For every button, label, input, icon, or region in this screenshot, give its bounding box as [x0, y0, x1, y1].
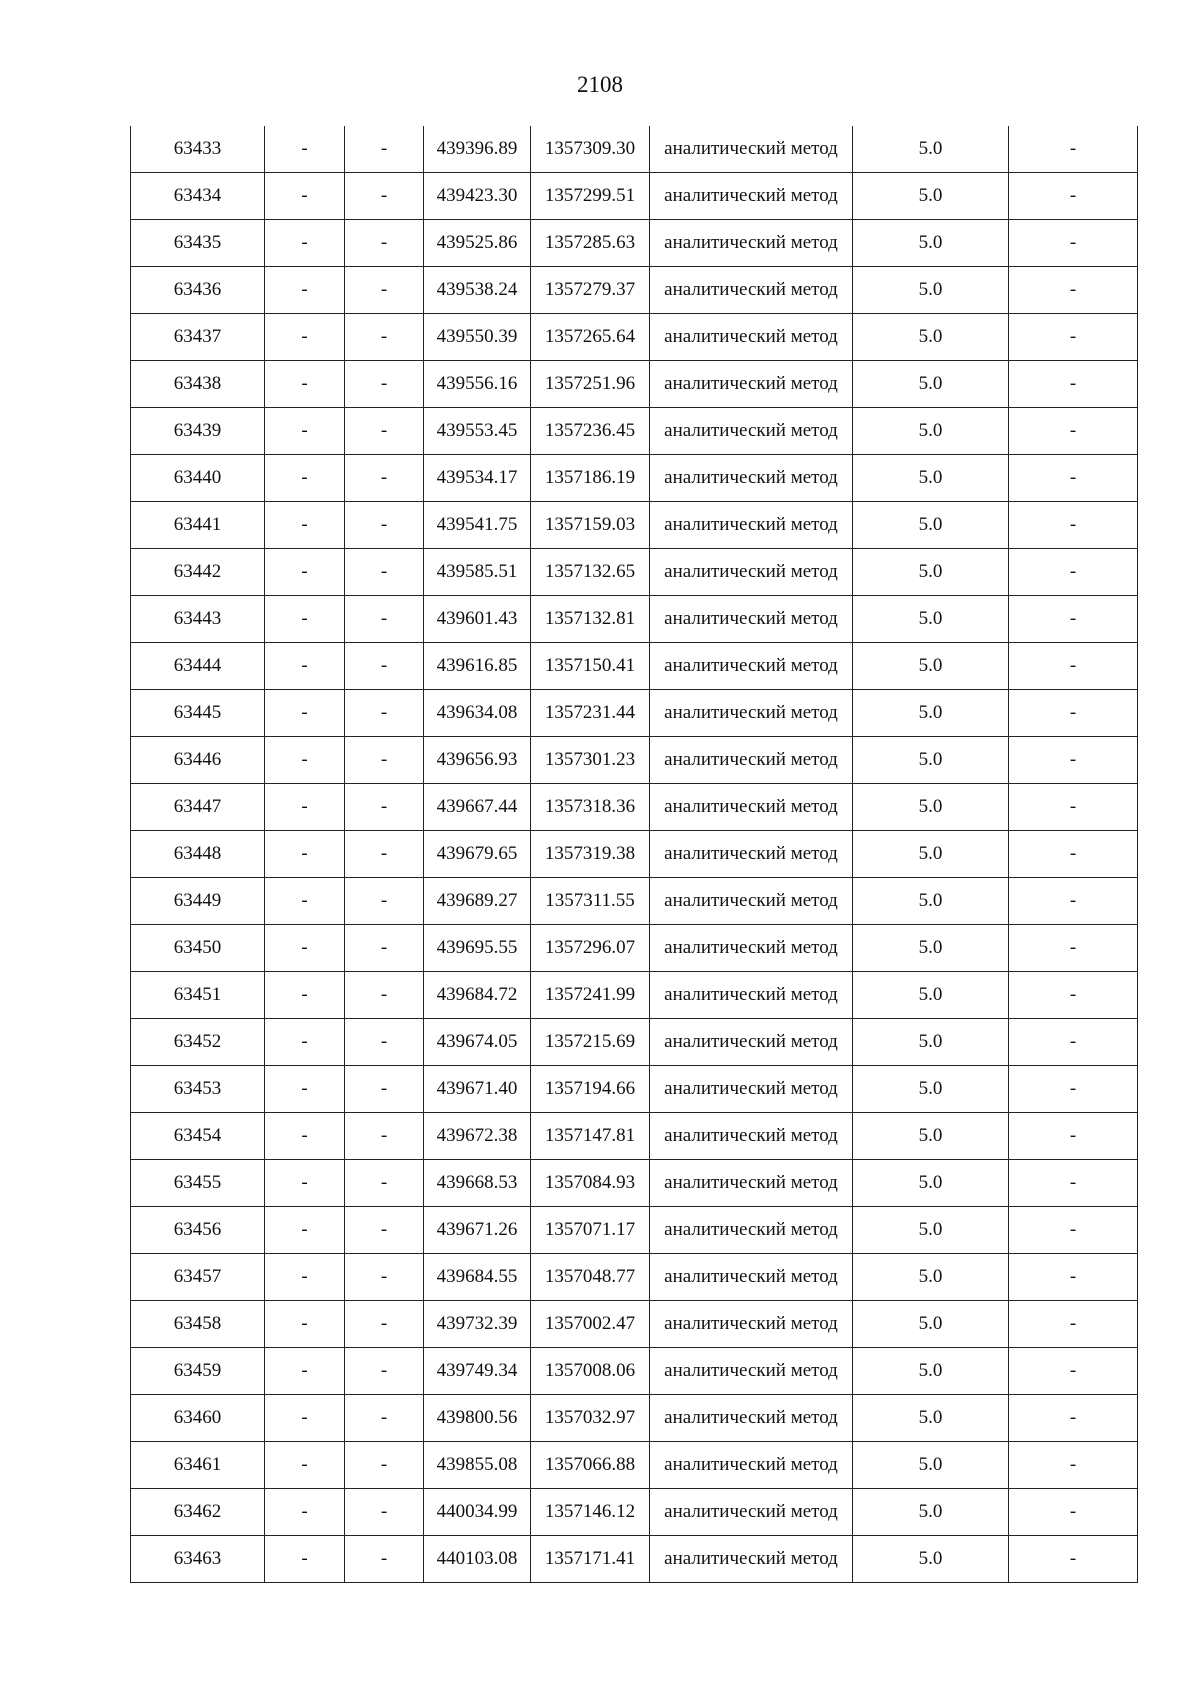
- empty-dash-cell: -: [1009, 878, 1138, 925]
- empty-dash-cell: -: [1009, 643, 1138, 690]
- empty-dash-cell: -: [1009, 408, 1138, 455]
- empty-dash-cell: -: [1009, 1489, 1138, 1536]
- x-coordinate-cell: 439667.44: [424, 784, 531, 831]
- empty-dash-cell: -: [345, 1348, 424, 1395]
- x-coordinate-cell: 439423.30: [424, 173, 531, 220]
- accuracy-cell: 5.0: [853, 1160, 1009, 1207]
- y-coordinate-cell: 1357301.23: [531, 737, 650, 784]
- empty-dash-cell: -: [1009, 173, 1138, 220]
- accuracy-cell: 5.0: [853, 502, 1009, 549]
- y-coordinate-cell: 1357265.64: [531, 314, 650, 361]
- y-coordinate-cell: 1357251.96: [531, 361, 650, 408]
- x-coordinate-cell: 440103.08: [424, 1536, 531, 1583]
- table-row: [131, 1254, 1138, 1301]
- x-coordinate-cell: 439541.75: [424, 502, 531, 549]
- point-number-cell: 63452: [131, 1019, 265, 1066]
- table-row: [131, 1536, 1138, 1583]
- method-cell: аналитический метод: [650, 972, 853, 1019]
- empty-dash-cell: -: [265, 1113, 345, 1160]
- x-coordinate-cell: 439634.08: [424, 690, 531, 737]
- accuracy-cell: 5.0: [853, 1066, 1009, 1113]
- accuracy-cell: 5.0: [853, 126, 1009, 173]
- empty-dash-cell: -: [1009, 314, 1138, 361]
- y-coordinate-cell: 1357159.03: [531, 502, 650, 549]
- table-row: [131, 972, 1138, 1019]
- x-coordinate-cell: 439616.85: [424, 643, 531, 690]
- table-row: [131, 1395, 1138, 1442]
- point-number-cell: 63454: [131, 1113, 265, 1160]
- x-coordinate-cell: 439556.16: [424, 361, 531, 408]
- empty-dash-cell: -: [265, 1207, 345, 1254]
- empty-dash-cell: -: [1009, 1254, 1138, 1301]
- empty-dash-cell: -: [345, 1066, 424, 1113]
- y-coordinate-cell: 1357002.47: [531, 1301, 650, 1348]
- x-coordinate-cell: 439550.39: [424, 314, 531, 361]
- x-coordinate-cell: 439525.86: [424, 220, 531, 267]
- accuracy-cell: 5.0: [853, 314, 1009, 361]
- table-row: [131, 1160, 1138, 1207]
- empty-dash-cell: -: [265, 1395, 345, 1442]
- empty-dash-cell: -: [345, 455, 424, 502]
- y-coordinate-cell: 1357194.66: [531, 1066, 650, 1113]
- method-cell: аналитический метод: [650, 1489, 853, 1536]
- y-coordinate-cell: 1357008.06: [531, 1348, 650, 1395]
- accuracy-cell: 5.0: [853, 549, 1009, 596]
- x-coordinate-cell: 439684.72: [424, 972, 531, 1019]
- empty-dash-cell: -: [265, 1066, 345, 1113]
- y-coordinate-cell: 1357311.55: [531, 878, 650, 925]
- empty-dash-cell: -: [345, 126, 424, 173]
- x-coordinate-cell: 439668.53: [424, 1160, 531, 1207]
- table-row: [131, 831, 1138, 878]
- accuracy-cell: 5.0: [853, 361, 1009, 408]
- table-row: [131, 1019, 1138, 1066]
- x-coordinate-cell: 439671.40: [424, 1066, 531, 1113]
- empty-dash-cell: -: [1009, 1066, 1138, 1113]
- table-row: [131, 408, 1138, 455]
- empty-dash-cell: -: [1009, 972, 1138, 1019]
- table-row: [131, 1489, 1138, 1536]
- empty-dash-cell: -: [1009, 1348, 1138, 1395]
- method-cell: аналитический метод: [650, 737, 853, 784]
- table-row: [131, 596, 1138, 643]
- empty-dash-cell: -: [265, 502, 345, 549]
- point-number-cell: 63462: [131, 1489, 265, 1536]
- empty-dash-cell: -: [345, 737, 424, 784]
- method-cell: аналитический метод: [650, 1395, 853, 1442]
- accuracy-cell: 5.0: [853, 1207, 1009, 1254]
- accuracy-cell: 5.0: [853, 737, 1009, 784]
- empty-dash-cell: -: [345, 831, 424, 878]
- point-number-cell: 63439: [131, 408, 265, 455]
- method-cell: аналитический метод: [650, 314, 853, 361]
- empty-dash-cell: -: [1009, 737, 1138, 784]
- empty-dash-cell: -: [345, 878, 424, 925]
- empty-dash-cell: -: [265, 1442, 345, 1489]
- method-cell: аналитический метод: [650, 267, 853, 314]
- method-cell: аналитический метод: [650, 831, 853, 878]
- x-coordinate-cell: 439396.89: [424, 126, 531, 173]
- empty-dash-cell: -: [1009, 690, 1138, 737]
- method-cell: аналитический метод: [650, 596, 853, 643]
- empty-dash-cell: -: [345, 1536, 424, 1583]
- empty-dash-cell: -: [1009, 455, 1138, 502]
- empty-dash-cell: -: [345, 1160, 424, 1207]
- x-coordinate-cell: 439534.17: [424, 455, 531, 502]
- accuracy-cell: 5.0: [853, 1019, 1009, 1066]
- method-cell: аналитический метод: [650, 361, 853, 408]
- x-coordinate-cell: 440034.99: [424, 1489, 531, 1536]
- point-number-cell: 63455: [131, 1160, 265, 1207]
- accuracy-cell: 5.0: [853, 925, 1009, 972]
- method-cell: аналитический метод: [650, 502, 853, 549]
- empty-dash-cell: -: [1009, 1160, 1138, 1207]
- accuracy-cell: 5.0: [853, 1348, 1009, 1395]
- empty-dash-cell: -: [265, 361, 345, 408]
- empty-dash-cell: -: [265, 1536, 345, 1583]
- x-coordinate-cell: 439553.45: [424, 408, 531, 455]
- y-coordinate-cell: 1357318.36: [531, 784, 650, 831]
- accuracy-cell: 5.0: [853, 455, 1009, 502]
- method-cell: аналитический метод: [650, 1113, 853, 1160]
- y-coordinate-cell: 1357319.38: [531, 831, 650, 878]
- point-number-cell: 63441: [131, 502, 265, 549]
- method-cell: аналитический метод: [650, 1536, 853, 1583]
- method-cell: аналитический метод: [650, 784, 853, 831]
- point-number-cell: 63435: [131, 220, 265, 267]
- empty-dash-cell: -: [265, 1019, 345, 1066]
- accuracy-cell: 5.0: [853, 1536, 1009, 1583]
- x-coordinate-cell: 439855.08: [424, 1442, 531, 1489]
- table-row: [131, 455, 1138, 502]
- x-coordinate-cell: 439674.05: [424, 1019, 531, 1066]
- empty-dash-cell: -: [345, 690, 424, 737]
- point-number-cell: 63460: [131, 1395, 265, 1442]
- y-coordinate-cell: 1357066.88: [531, 1442, 650, 1489]
- accuracy-cell: 5.0: [853, 596, 1009, 643]
- x-coordinate-cell: 439695.55: [424, 925, 531, 972]
- method-cell: аналитический метод: [650, 1160, 853, 1207]
- y-coordinate-cell: 1357132.65: [531, 549, 650, 596]
- empty-dash-cell: -: [345, 1254, 424, 1301]
- accuracy-cell: 5.0: [853, 784, 1009, 831]
- method-cell: аналитический метод: [650, 643, 853, 690]
- point-number-cell: 63434: [131, 173, 265, 220]
- point-number-cell: 63437: [131, 314, 265, 361]
- table-row: [131, 1301, 1138, 1348]
- empty-dash-cell: -: [265, 690, 345, 737]
- point-number-cell: 63447: [131, 784, 265, 831]
- empty-dash-cell: -: [345, 267, 424, 314]
- accuracy-cell: 5.0: [853, 408, 1009, 455]
- empty-dash-cell: -: [265, 267, 345, 314]
- empty-dash-cell: -: [345, 173, 424, 220]
- empty-dash-cell: -: [345, 643, 424, 690]
- x-coordinate-cell: 439800.56: [424, 1395, 531, 1442]
- accuracy-cell: 5.0: [853, 831, 1009, 878]
- empty-dash-cell: -: [345, 549, 424, 596]
- method-cell: аналитический метод: [650, 1207, 853, 1254]
- method-cell: аналитический метод: [650, 925, 853, 972]
- x-coordinate-cell: 439601.43: [424, 596, 531, 643]
- empty-dash-cell: -: [345, 502, 424, 549]
- empty-dash-cell: -: [1009, 502, 1138, 549]
- point-number-cell: 63451: [131, 972, 265, 1019]
- empty-dash-cell: -: [265, 737, 345, 784]
- table-row: [131, 549, 1138, 596]
- accuracy-cell: 5.0: [853, 1113, 1009, 1160]
- empty-dash-cell: -: [1009, 126, 1138, 173]
- empty-dash-cell: -: [265, 173, 345, 220]
- method-cell: аналитический метод: [650, 1254, 853, 1301]
- empty-dash-cell: -: [265, 1160, 345, 1207]
- point-number-cell: 63442: [131, 549, 265, 596]
- accuracy-cell: 5.0: [853, 1489, 1009, 1536]
- empty-dash-cell: -: [1009, 267, 1138, 314]
- coordinates-table: [130, 126, 1138, 1583]
- empty-dash-cell: -: [265, 1301, 345, 1348]
- empty-dash-cell: -: [1009, 596, 1138, 643]
- y-coordinate-cell: 1357150.41: [531, 643, 650, 690]
- method-cell: аналитический метод: [650, 549, 853, 596]
- y-coordinate-cell: 1357146.12: [531, 1489, 650, 1536]
- empty-dash-cell: -: [345, 361, 424, 408]
- empty-dash-cell: -: [265, 126, 345, 173]
- point-number-cell: 63450: [131, 925, 265, 972]
- y-coordinate-cell: 1357171.41: [531, 1536, 650, 1583]
- empty-dash-cell: -: [345, 596, 424, 643]
- point-number-cell: 63453: [131, 1066, 265, 1113]
- accuracy-cell: 5.0: [853, 1301, 1009, 1348]
- y-coordinate-cell: 1357215.69: [531, 1019, 650, 1066]
- accuracy-cell: 5.0: [853, 643, 1009, 690]
- y-coordinate-cell: 1357048.77: [531, 1254, 650, 1301]
- table-row: [131, 925, 1138, 972]
- method-cell: аналитический метод: [650, 1066, 853, 1113]
- accuracy-cell: 5.0: [853, 267, 1009, 314]
- empty-dash-cell: -: [265, 831, 345, 878]
- empty-dash-cell: -: [1009, 220, 1138, 267]
- empty-dash-cell: -: [1009, 1019, 1138, 1066]
- point-number-cell: 63433: [131, 126, 265, 173]
- x-coordinate-cell: 439689.27: [424, 878, 531, 925]
- x-coordinate-cell: 439672.38: [424, 1113, 531, 1160]
- empty-dash-cell: -: [265, 925, 345, 972]
- table-row: [131, 267, 1138, 314]
- empty-dash-cell: -: [1009, 1207, 1138, 1254]
- y-coordinate-cell: 1357299.51: [531, 173, 650, 220]
- empty-dash-cell: -: [265, 878, 345, 925]
- method-cell: аналитический метод: [650, 173, 853, 220]
- empty-dash-cell: -: [345, 784, 424, 831]
- table-row: [131, 784, 1138, 831]
- method-cell: аналитический метод: [650, 220, 853, 267]
- empty-dash-cell: -: [265, 314, 345, 361]
- point-number-cell: 63445: [131, 690, 265, 737]
- empty-dash-cell: -: [345, 1207, 424, 1254]
- empty-dash-cell: -: [265, 1348, 345, 1395]
- method-cell: аналитический метод: [650, 1442, 853, 1489]
- empty-dash-cell: -: [1009, 361, 1138, 408]
- table-row: [131, 220, 1138, 267]
- point-number-cell: 63436: [131, 267, 265, 314]
- accuracy-cell: 5.0: [853, 1395, 1009, 1442]
- empty-dash-cell: -: [1009, 831, 1138, 878]
- table-row: [131, 502, 1138, 549]
- table-row: [131, 690, 1138, 737]
- point-number-cell: 63461: [131, 1442, 265, 1489]
- point-number-cell: 63459: [131, 1348, 265, 1395]
- y-coordinate-cell: 1357279.37: [531, 267, 650, 314]
- empty-dash-cell: -: [265, 1489, 345, 1536]
- empty-dash-cell: -: [265, 1254, 345, 1301]
- accuracy-cell: 5.0: [853, 690, 1009, 737]
- table-row: [131, 1207, 1138, 1254]
- empty-dash-cell: -: [1009, 925, 1138, 972]
- empty-dash-cell: -: [1009, 1113, 1138, 1160]
- x-coordinate-cell: 439749.34: [424, 1348, 531, 1395]
- accuracy-cell: 5.0: [853, 972, 1009, 1019]
- point-number-cell: 63449: [131, 878, 265, 925]
- y-coordinate-cell: 1357032.97: [531, 1395, 650, 1442]
- table-row: [131, 1442, 1138, 1489]
- table-row: [131, 361, 1138, 408]
- point-number-cell: 63444: [131, 643, 265, 690]
- y-coordinate-cell: 1357241.99: [531, 972, 650, 1019]
- point-number-cell: 63457: [131, 1254, 265, 1301]
- empty-dash-cell: -: [345, 925, 424, 972]
- table-row: [131, 314, 1138, 361]
- empty-dash-cell: -: [265, 408, 345, 455]
- table-body: [131, 126, 1138, 1583]
- table-row: [131, 1113, 1138, 1160]
- method-cell: аналитический метод: [650, 1019, 853, 1066]
- table-row: [131, 173, 1138, 220]
- accuracy-cell: 5.0: [853, 1442, 1009, 1489]
- table-row: [131, 1066, 1138, 1113]
- table-row: [131, 737, 1138, 784]
- empty-dash-cell: -: [265, 455, 345, 502]
- accuracy-cell: 5.0: [853, 220, 1009, 267]
- empty-dash-cell: -: [345, 1395, 424, 1442]
- empty-dash-cell: -: [345, 408, 424, 455]
- y-coordinate-cell: 1357296.07: [531, 925, 650, 972]
- point-number-cell: 63440: [131, 455, 265, 502]
- empty-dash-cell: -: [265, 972, 345, 1019]
- accuracy-cell: 5.0: [853, 173, 1009, 220]
- empty-dash-cell: -: [1009, 1536, 1138, 1583]
- empty-dash-cell: -: [345, 314, 424, 361]
- point-number-cell: 63463: [131, 1536, 265, 1583]
- empty-dash-cell: -: [1009, 1442, 1138, 1489]
- empty-dash-cell: -: [345, 1113, 424, 1160]
- y-coordinate-cell: 1357071.17: [531, 1207, 650, 1254]
- method-cell: аналитический метод: [650, 878, 853, 925]
- empty-dash-cell: -: [265, 596, 345, 643]
- point-number-cell: 63438: [131, 361, 265, 408]
- method-cell: аналитический метод: [650, 126, 853, 173]
- method-cell: аналитический метод: [650, 1301, 853, 1348]
- y-coordinate-cell: 1357231.44: [531, 690, 650, 737]
- x-coordinate-cell: 439679.65: [424, 831, 531, 878]
- table-row: [131, 643, 1138, 690]
- x-coordinate-cell: 439538.24: [424, 267, 531, 314]
- empty-dash-cell: -: [345, 1442, 424, 1489]
- empty-dash-cell: -: [345, 972, 424, 1019]
- empty-dash-cell: -: [265, 784, 345, 831]
- point-number-cell: 63456: [131, 1207, 265, 1254]
- y-coordinate-cell: 1357147.81: [531, 1113, 650, 1160]
- accuracy-cell: 5.0: [853, 1254, 1009, 1301]
- empty-dash-cell: -: [265, 643, 345, 690]
- empty-dash-cell: -: [345, 1019, 424, 1066]
- method-cell: аналитический метод: [650, 408, 853, 455]
- point-number-cell: 63443: [131, 596, 265, 643]
- method-cell: аналитический метод: [650, 1348, 853, 1395]
- x-coordinate-cell: 439656.93: [424, 737, 531, 784]
- x-coordinate-cell: 439684.55: [424, 1254, 531, 1301]
- empty-dash-cell: -: [345, 1489, 424, 1536]
- method-cell: аналитический метод: [650, 455, 853, 502]
- accuracy-cell: 5.0: [853, 878, 1009, 925]
- table-row: [131, 878, 1138, 925]
- y-coordinate-cell: 1357084.93: [531, 1160, 650, 1207]
- empty-dash-cell: -: [1009, 1395, 1138, 1442]
- empty-dash-cell: -: [1009, 1301, 1138, 1348]
- x-coordinate-cell: 439671.26: [424, 1207, 531, 1254]
- table-row: [131, 126, 1138, 173]
- empty-dash-cell: -: [265, 549, 345, 596]
- empty-dash-cell: -: [1009, 784, 1138, 831]
- y-coordinate-cell: 1357186.19: [531, 455, 650, 502]
- method-cell: аналитический метод: [650, 690, 853, 737]
- empty-dash-cell: -: [265, 220, 345, 267]
- y-coordinate-cell: 1357285.63: [531, 220, 650, 267]
- x-coordinate-cell: 439732.39: [424, 1301, 531, 1348]
- empty-dash-cell: -: [1009, 549, 1138, 596]
- empty-dash-cell: -: [345, 220, 424, 267]
- y-coordinate-cell: 1357309.30: [531, 126, 650, 173]
- point-number-cell: 63458: [131, 1301, 265, 1348]
- table-row: [131, 1348, 1138, 1395]
- x-coordinate-cell: 439585.51: [424, 549, 531, 596]
- y-coordinate-cell: 1357236.45: [531, 408, 650, 455]
- point-number-cell: 63448: [131, 831, 265, 878]
- y-coordinate-cell: 1357132.81: [531, 596, 650, 643]
- empty-dash-cell: -: [345, 1301, 424, 1348]
- point-number-cell: 63446: [131, 737, 265, 784]
- page-number: 2108: [577, 72, 623, 97]
